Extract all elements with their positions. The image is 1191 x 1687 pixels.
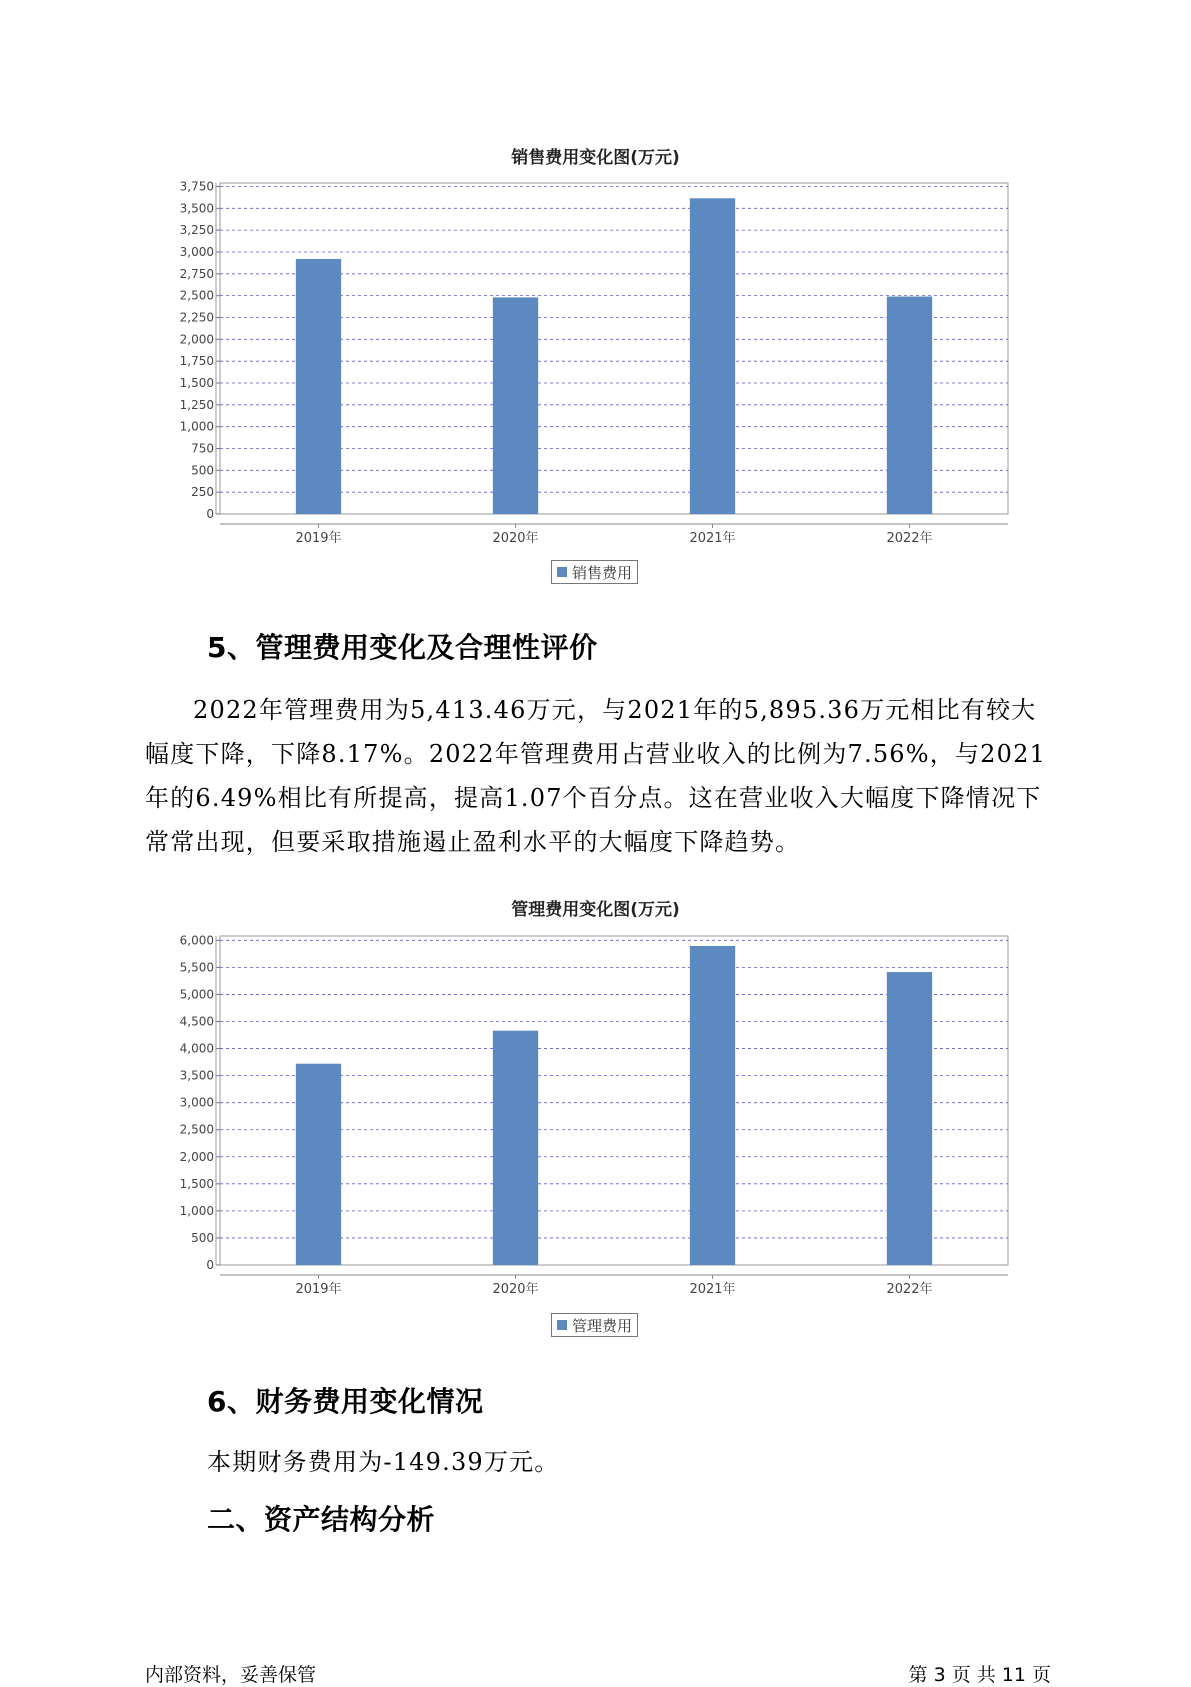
y-tick-label: 2,750 <box>179 266 214 281</box>
legend-label: 销售费用 <box>572 563 633 582</box>
x-tick-label: 2020年 <box>492 531 539 546</box>
legend-admin-expense <box>551 1313 638 1337</box>
chart-title-sales-expense: 销售费用变化图(万元) <box>511 148 680 168</box>
x-tick-label: 2020年 <box>492 1282 539 1297</box>
x-tick-label: 2022年 <box>886 1282 933 1297</box>
x-tick-label: 2019年 <box>295 531 342 546</box>
y-tick-label: 3,000 <box>179 1095 214 1110</box>
paragraph-finance-expense: 本期财务费用为-149.39万元。 <box>207 1448 560 1476</box>
y-tick-label: 4,000 <box>179 1041 214 1056</box>
section-heading-admin-expense: 5、管理费用变化及合理性评价 <box>207 631 598 664</box>
y-tick-label: 2,250 <box>179 310 214 325</box>
y-tick-label: 1,250 <box>179 397 214 412</box>
x-tick-label: 2021年 <box>689 531 736 546</box>
y-tick-label: 250 <box>191 485 214 500</box>
bar <box>887 972 932 1265</box>
y-tick-label: 0 <box>206 1258 214 1272</box>
y-tick-label: 1,000 <box>179 1203 214 1218</box>
chart-title-admin-expense: 管理费用变化图(万元) <box>511 900 680 920</box>
footer-page-number: 第 3 页 共 11 页 <box>908 1664 1051 1686</box>
bar <box>296 1064 341 1265</box>
x-tick-label: 2022年 <box>886 531 933 546</box>
y-tick-label: 3,000 <box>179 244 214 259</box>
y-tick-label: 2,500 <box>179 1122 214 1137</box>
y-tick-label: 5,000 <box>179 987 214 1002</box>
section-heading-asset-structure: 二、资产结构分析 <box>207 1503 436 1536</box>
y-tick-label: 3,500 <box>179 1068 214 1083</box>
legend-swatch <box>557 1320 567 1330</box>
y-tick-label: 3,250 <box>179 223 214 238</box>
bar <box>690 946 735 1265</box>
x-tick-label: 2021年 <box>689 1282 736 1297</box>
y-tick-label: 2,000 <box>179 332 214 347</box>
y-tick-label: 2,000 <box>179 1149 214 1164</box>
y-tick-label: 1,500 <box>179 375 214 390</box>
paragraph-admin-expense: 2022年管理费用为5,413.46万元，与2021年的5,895.36万元相比有较大幅度下降，下降8.17%。2022年管理费用占营业收入的比例为7.56%，与2021年的6.49%相比有所提高，提高1.07个百分点。这在营业收入大幅度下降情况下常常出现，但要采取措施遏止盈利水平的大幅度下降趋势。 <box>145 696 1047 856</box>
y-tick-label: 3,750 <box>179 179 214 194</box>
y-tick-label: 500 <box>191 463 214 478</box>
footer-confidential-note: 内部资料，妥善保管 <box>145 1664 317 1686</box>
y-tick-label: 750 <box>191 441 214 456</box>
bar <box>493 1031 538 1265</box>
x-tick-label: 2019年 <box>295 1282 342 1297</box>
y-tick-label: 5,500 <box>179 960 214 975</box>
y-tick-label: 500 <box>191 1230 214 1245</box>
y-tick-label: 4,500 <box>179 1014 214 1029</box>
legend-label: 管理费用 <box>572 1316 633 1335</box>
y-tick-label: 0 <box>206 507 214 521</box>
y-tick-label: 1,500 <box>179 1176 214 1191</box>
y-tick-label: 2,500 <box>179 288 214 303</box>
y-tick-label: 1,750 <box>179 354 214 369</box>
y-tick-label: 1,000 <box>179 419 214 434</box>
section-heading-finance-expense: 6、财务费用变化情况 <box>207 1385 484 1418</box>
y-tick-label: 6,000 <box>179 933 214 948</box>
y-tick-label: 3,500 <box>179 201 214 216</box>
